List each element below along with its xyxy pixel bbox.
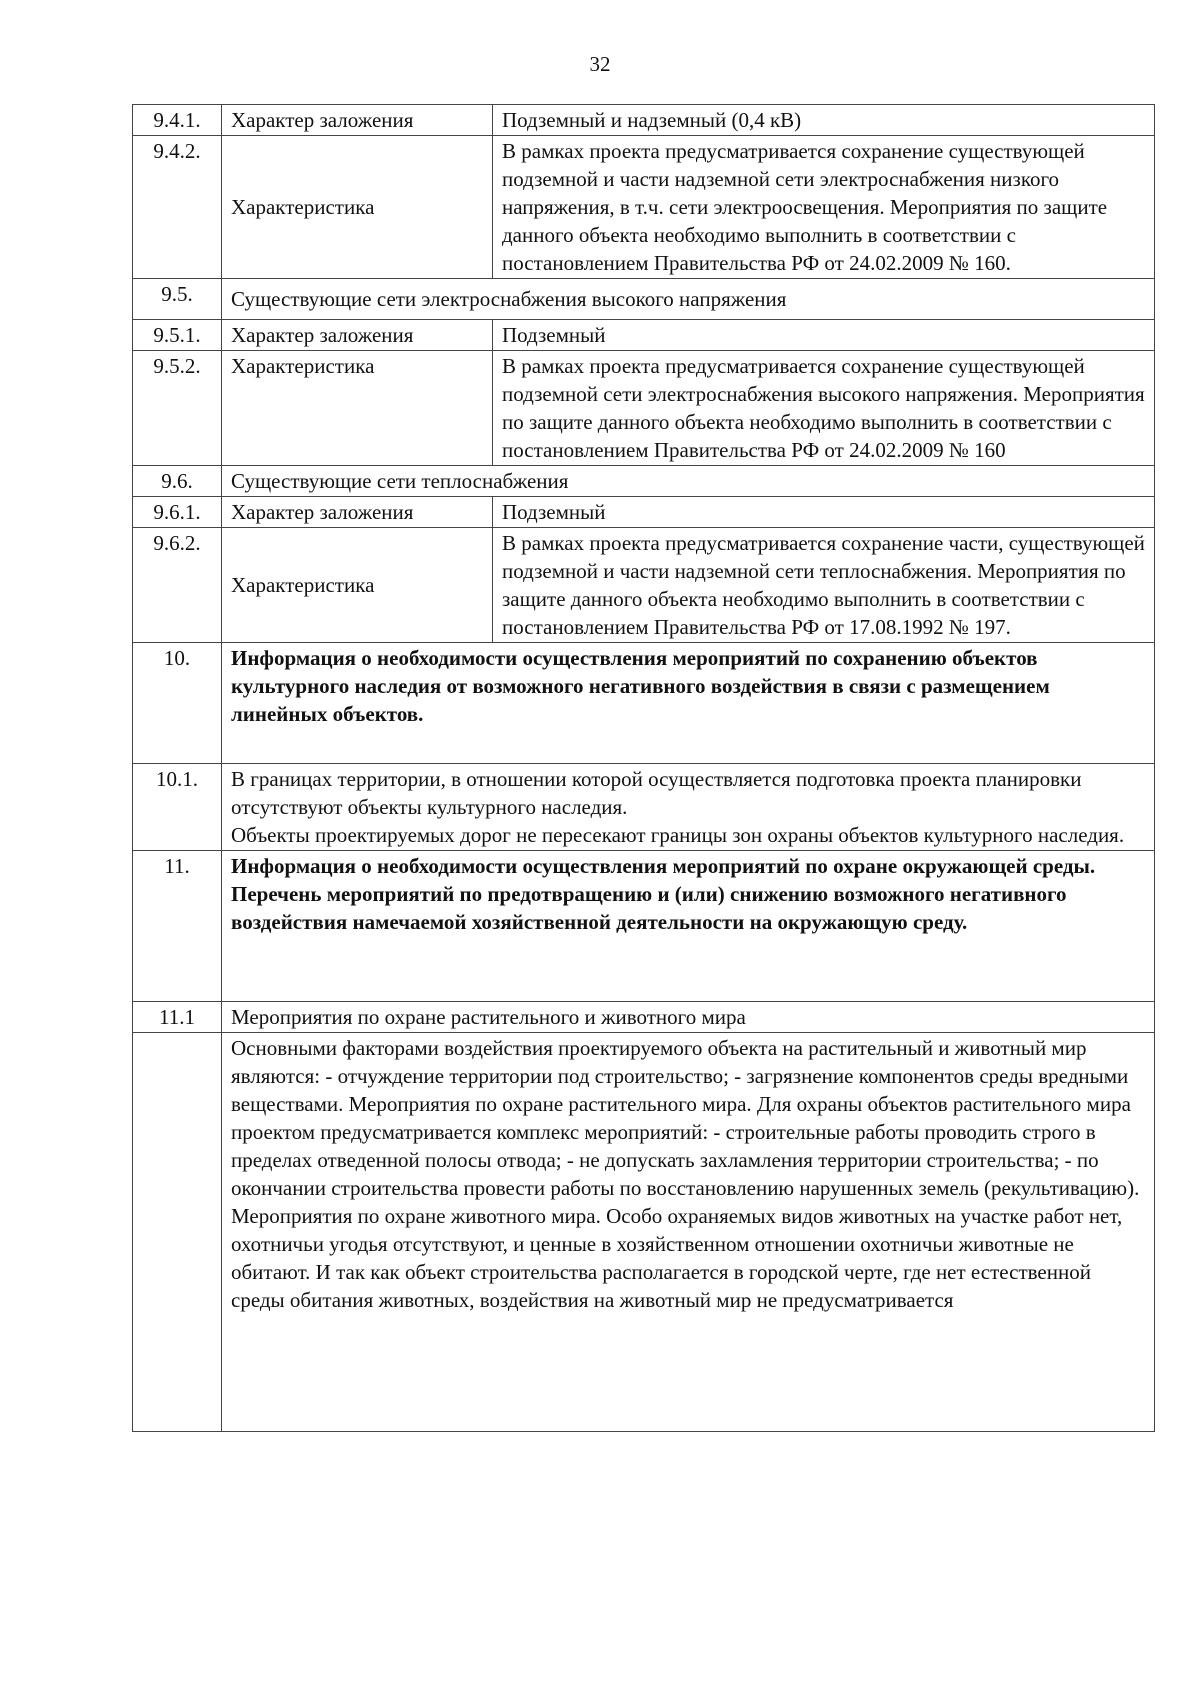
- row-value: В рамках проекта предусматривается сохранение существующей подземной сети электроснабжения высокого напряжения. Мероприятия по защите данного объекта необходимо выполнить в соответствии с постановлением Правительства РФ от 24.02.2009 № 160: [493, 351, 1155, 466]
- row-number: 9.6.: [133, 466, 222, 497]
- table-row: [133, 466, 1155, 497]
- table-row: [133, 136, 1155, 279]
- row-name: Характеристика: [222, 136, 493, 279]
- row-value: Подземный и надземный (0,4 кВ): [493, 105, 1155, 136]
- row-name: Характер заложения: [222, 497, 493, 528]
- table-row: [133, 1033, 1155, 1432]
- row-number: 10.: [133, 643, 222, 764]
- table-row: [133, 497, 1155, 528]
- row-number: 9.4.1.: [133, 105, 222, 136]
- row-value: В рамках проекта предусматривается сохранение части, существующей подземной и части надземной сети теплоснабжения. Мероприятия по защите данного объекта необходимо выполнить в соответствии с постановлением Правительства РФ от 17.08.1992 № 197.: [493, 528, 1155, 643]
- row-number: 9.4.2.: [133, 136, 222, 279]
- row-number: 9.6.2.: [133, 528, 222, 643]
- row-value: Подземный: [493, 320, 1155, 351]
- table-row: [133, 279, 1155, 320]
- document-table: [132, 104, 1155, 1432]
- row-name: Характеристика: [222, 528, 493, 643]
- row-number: [133, 1033, 222, 1432]
- section-heading: Информация о необходимости осуществления мероприятий по сохранению объектов культурного наследия от возможного негативного воздействия в связи с размещением линейных объектов.: [222, 643, 1155, 764]
- section-heading: Существующие сети электроснабжения высокого напряжения: [222, 279, 1155, 320]
- table-row: [133, 643, 1155, 764]
- row-name: Характеристика: [222, 351, 493, 466]
- section-heading: Информация о необходимости осуществления мероприятий по охране окружающей среды. Перечень мероприятий по предотвращению и (или) снижению возможного негативного воздействия намечаемой хозяйственной деятельности на окружающую среду.: [222, 851, 1155, 1002]
- section-heading: Мероприятия по охране растительного и животного мира: [222, 1002, 1155, 1033]
- section-heading: Существующие сети теплоснабжения: [222, 466, 1155, 497]
- row-value: В рамках проекта предусматривается сохранение существующей подземной и части надземной сети электроснабжения низкого напряжения, в т.ч. сети электроосвещения. Мероприятия по защите данного объекта необходимо выполнить в соответствии с постановлением Правительства РФ от 24.02.2009 № 160.: [493, 136, 1155, 279]
- row-number: 9.5.1.: [133, 320, 222, 351]
- page-number: 32: [589, 52, 611, 76]
- table-row: [133, 764, 1155, 851]
- row-number: 11.: [133, 851, 222, 1002]
- table-row: [133, 851, 1155, 1002]
- table-row: [133, 105, 1155, 136]
- table-row: [133, 528, 1155, 643]
- row-text: Основными факторами воздействия проектируемого объекта на растительный и животный мир являются: - отчуждение территории под строительство; - загрязнение компонентов среды вредными веществами. Мероприятия по охране растительного мира. Для охраны объектов растительного мира проектом предусматривается комплекс мероприятий: - строительные работы проводить строго в пределах отведенной полосы отвода; - не допускать захламления территории строительства; - по окончании строительства провести работы по восстановлению нарушенных земель (рекультивацию). Мероприятия по охране животного мира. Особо охраняемых видов животных на участке работ нет, охотничьи угодья отсутствуют, и ценные в хозяйственном отношении охотничьи животные не обитают. И так как объект строительства располагается в городской черте, где нет естественной среды обитания животных, воздействия на животный мир не предусматривается: [222, 1033, 1155, 1432]
- table-row: [133, 320, 1155, 351]
- table-row: [133, 351, 1155, 466]
- row-number: 10.1.: [133, 764, 222, 851]
- table-row: [133, 1002, 1155, 1033]
- row-value: Подземный: [493, 497, 1155, 528]
- row-name: Характер заложения: [222, 320, 493, 351]
- row-number: 11.1: [133, 1002, 222, 1033]
- row-text: В границах территории, в отношении которой осуществляется подготовка проекта планировки отсутствуют объекты культурного наследия. Объекты проектируемых дорог не пересекают границы зон охраны объектов культурного наследия.: [222, 764, 1155, 851]
- row-number: 9.5.: [133, 279, 222, 320]
- row-number: 9.5.2.: [133, 351, 222, 466]
- row-name: Характер заложения: [222, 105, 493, 136]
- row-number: 9.6.1.: [133, 497, 222, 528]
